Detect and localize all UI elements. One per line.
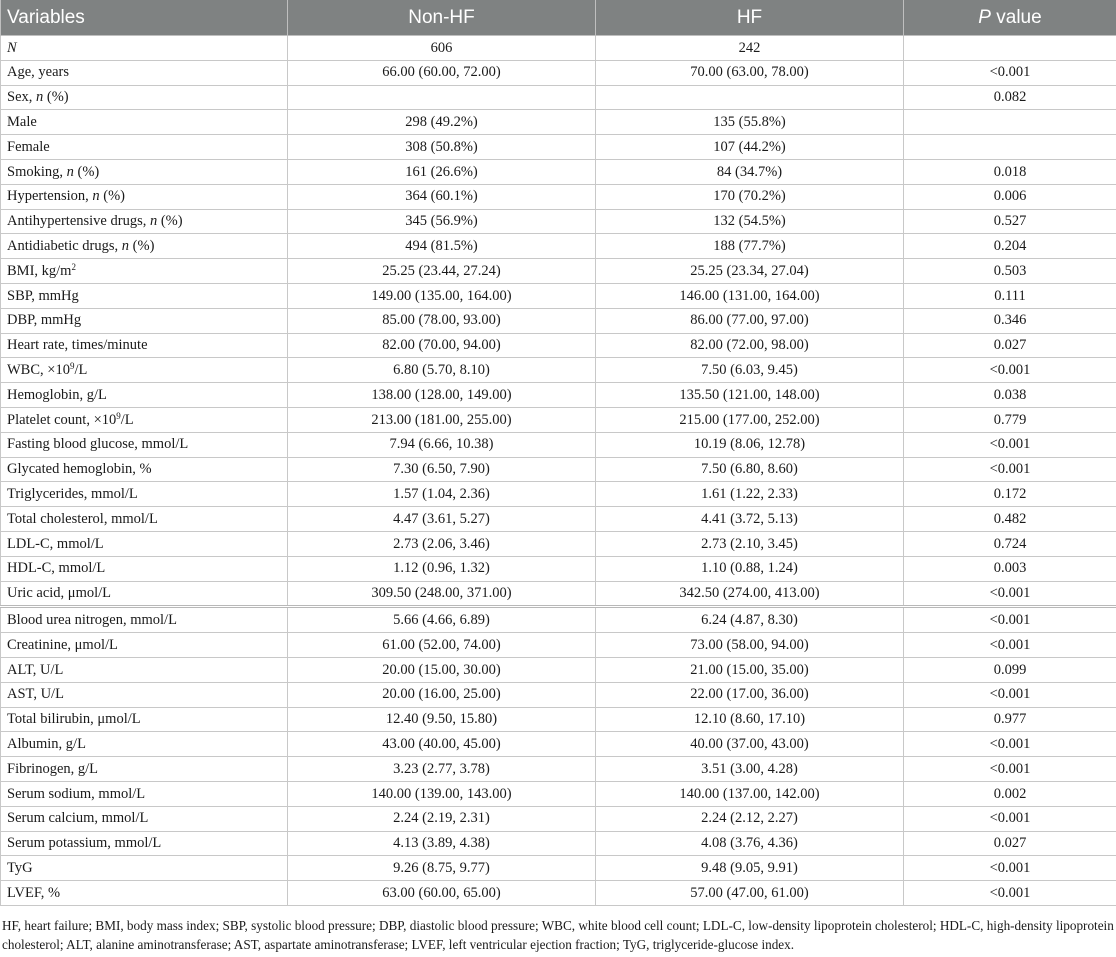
header-variables: Variables: [1, 0, 288, 36]
row-variable-label: [1, 507, 288, 532]
p-value: 0.172: [904, 482, 1116, 507]
p-value: <0.001: [904, 607, 1116, 633]
variable-name: Hemoglobin, g/L: [7, 386, 107, 403]
hf-value: 6.24 (4.87, 8.30): [596, 607, 904, 633]
hf-value: 132 (54.5%): [596, 209, 904, 234]
p-value: 0.204: [904, 234, 1116, 259]
table-row: [1, 383, 1116, 408]
variable-unit-suffix: (%): [43, 89, 69, 106]
variable-unit-suffix: /L: [74, 362, 88, 378]
variable-name: Total bilirubin, μmol/L: [7, 711, 141, 728]
table-row: [1, 457, 1116, 482]
non-hf-value: 149.00 (135.00, 164.00): [288, 283, 596, 308]
table-row: [1, 581, 1116, 607]
non-hf-value: 494 (81.5%): [288, 234, 596, 259]
row-variable-label: [1, 36, 288, 61]
non-hf-value: 345 (56.9%): [288, 209, 596, 234]
hf-value: 10.19 (8.06, 12.78): [596, 432, 904, 457]
non-hf-value: [288, 85, 596, 110]
hf-value: 82.00 (72.00, 98.00): [596, 333, 904, 358]
p-value: <0.001: [904, 358, 1116, 383]
variable-name: AST, U/L: [7, 686, 64, 703]
variable-superscript: 9: [69, 361, 75, 371]
row-variable-label: [1, 283, 288, 308]
variable-name: Blood urea nitrogen, mmol/L: [7, 611, 177, 628]
variable-name: Sex,: [7, 89, 36, 106]
table-row: [1, 657, 1116, 682]
table-footnote: HF, heart failure; BMI, body mass index; SBP, systolic blood pressure; DBP, diastolic blood pressure; WBC, white blood cell count; LDL-C, low-density lipoprotein cholesterol; HDL-C, high-density lipoprotein cholesterol; ALT, alanine aminotransferase; AST, aspartate aminotransferase; LVEF, left ventricular ejection fraction; TyG, triglyceride-glucose index.: [2, 917, 1114, 952]
table-row: [1, 283, 1116, 308]
p-value: <0.001: [904, 457, 1116, 482]
p-value: 0.724: [904, 531, 1116, 556]
p-value: <0.001: [904, 60, 1116, 85]
row-variable-label: [1, 159, 288, 184]
table-row: [1, 60, 1116, 85]
non-hf-value: 12.40 (9.50, 15.80): [288, 707, 596, 732]
hf-value: 146.00 (131.00, 164.00): [596, 283, 904, 308]
row-variable-label: [1, 60, 288, 85]
hf-value: 188 (77.7%): [596, 234, 904, 259]
non-hf-value: 4.47 (3.61, 5.27): [288, 507, 596, 532]
p-value: 0.482: [904, 507, 1116, 532]
row-variable-label: [1, 707, 288, 732]
row-variable-label: [1, 581, 288, 607]
table-row: [1, 707, 1116, 732]
variable-name: Glycated hemoglobin, %: [7, 461, 152, 478]
row-variable-label: [1, 806, 288, 831]
hf-value: 21.00 (15.00, 35.00): [596, 657, 904, 682]
variable-unit-suffix: (%): [73, 163, 100, 180]
variable-name: Heart rate, times/minute: [7, 337, 148, 354]
table-header: [1, 0, 1116, 36]
non-hf-value: 138.00 (128.00, 149.00): [288, 383, 596, 408]
non-hf-value: 63.00 (60.00, 65.00): [288, 881, 596, 906]
non-hf-value: 82.00 (70.00, 94.00): [288, 333, 596, 358]
variable-name: LVEF, %: [7, 884, 61, 901]
hf-value: 7.50 (6.03, 9.45): [596, 358, 904, 383]
variable-unit-suffix: (%): [157, 213, 183, 230]
variable-name: Triglycerides, mmol/L: [7, 485, 138, 502]
p-value: 0.082: [904, 85, 1116, 110]
variable-name: Female: [7, 138, 50, 155]
variable-name: Serum potassium, mmol/L: [7, 835, 162, 852]
non-hf-value: 25.25 (23.44, 27.24): [288, 259, 596, 284]
row-variable-label: [1, 757, 288, 782]
variable-superscript: 9: [116, 410, 121, 421]
non-hf-value: 66.00 (60.00, 72.00): [288, 60, 596, 85]
p-value: 0.527: [904, 209, 1116, 234]
table-row: [1, 556, 1116, 581]
non-hf-value: 213.00 (181.00, 255.00): [288, 407, 596, 432]
non-hf-value: 6.80 (5.70, 8.10): [288, 358, 596, 383]
non-hf-value: 298 (49.2%): [288, 110, 596, 135]
hf-value: 140.00 (137.00, 142.00): [596, 781, 904, 806]
p-value: <0.001: [904, 682, 1116, 707]
row-variable-label: [1, 432, 288, 457]
row-variable-label: [1, 135, 288, 160]
non-hf-value: 1.57 (1.04, 2.36): [288, 482, 596, 507]
row-variable-label: [1, 358, 288, 383]
hf-value: 9.48 (9.05, 9.91): [596, 856, 904, 881]
row-variable-label: [1, 856, 288, 881]
row-variable-label: [1, 831, 288, 856]
hf-value: 135.50 (121.00, 148.00): [596, 383, 904, 408]
row-variable-label: [1, 85, 288, 110]
hf-value: 215.00 (177.00, 252.00): [596, 407, 904, 432]
table-row: [1, 682, 1116, 707]
variable-unit-suffix: (%): [129, 238, 155, 255]
variable-name: WBC, ×10: [7, 362, 70, 378]
p-value: 0.099: [904, 657, 1116, 682]
table-row: [1, 36, 1116, 61]
row-variable-label: [1, 732, 288, 757]
non-hf-value: 20.00 (15.00, 30.00): [288, 657, 596, 682]
p-value: 0.779: [904, 407, 1116, 432]
variable-unit-suffix: (%): [99, 188, 125, 205]
header-row: [1, 0, 1116, 36]
variable-name: Total cholesterol, mmol/L: [7, 510, 158, 527]
hf-value: 342.50 (274.00, 413.00): [596, 581, 904, 607]
table-row: [1, 209, 1116, 234]
hf-value: 2.24 (2.12, 2.27): [596, 806, 904, 831]
variable-name: LDL-C, mmol/L: [7, 535, 104, 552]
header-p-rest: value: [990, 6, 1042, 28]
hf-value: 12.10 (8.60, 17.10): [596, 707, 904, 732]
hf-value: 1.10 (0.88, 1.24): [596, 556, 904, 581]
table-row: [1, 333, 1116, 358]
non-hf-value: 161 (26.6%): [288, 159, 596, 184]
p-value: 0.006: [904, 184, 1116, 209]
variable-unit-suffix: /L: [120, 411, 134, 428]
variable-name: Creatinine, μmol/L: [7, 636, 118, 653]
table-row: [1, 234, 1116, 259]
row-variable-label: [1, 682, 288, 707]
non-hf-value: 5.66 (4.66, 6.89): [288, 607, 596, 633]
row-variable-label: [1, 234, 288, 259]
variable-name: Albumin, g/L: [7, 735, 86, 752]
table-row: [1, 633, 1116, 658]
table-row: [1, 881, 1116, 906]
hf-value: 25.25 (23.34, 27.04): [596, 259, 904, 284]
table-row: [1, 531, 1116, 556]
table-row: [1, 482, 1116, 507]
row-variable-label: [1, 184, 288, 209]
hf-value: 242: [596, 36, 904, 61]
p-value: 0.002: [904, 781, 1116, 806]
row-variable-label: [1, 457, 288, 482]
hf-value: 40.00 (37.00, 43.00): [596, 732, 904, 757]
variable-n-symbol: n: [149, 213, 158, 230]
variable-name: Smoking,: [7, 163, 67, 180]
hf-value: 70.00 (63.00, 78.00): [596, 60, 904, 85]
non-hf-value: 61.00 (52.00, 74.00): [288, 633, 596, 658]
row-variable-label: [1, 110, 288, 135]
p-value: 0.027: [904, 333, 1116, 358]
p-value: <0.001: [904, 757, 1116, 782]
p-value: 0.111: [904, 283, 1116, 308]
p-value: <0.001: [904, 432, 1116, 457]
hf-value: 4.08 (3.76, 4.36): [596, 831, 904, 856]
row-variable-label: [1, 383, 288, 408]
variable-name: SBP, mmHg: [7, 287, 79, 304]
non-hf-value: 43.00 (40.00, 45.00): [288, 732, 596, 757]
row-variable-label: [1, 407, 288, 432]
table-row: [1, 85, 1116, 110]
variable-name: HDL-C, mmol/L: [7, 560, 106, 577]
non-hf-value: 4.13 (3.89, 4.38): [288, 831, 596, 856]
row-variable-label: [1, 209, 288, 234]
p-value: 0.346: [904, 308, 1116, 333]
non-hf-value: 3.23 (2.77, 3.78): [288, 757, 596, 782]
hf-value: 3.51 (3.00, 4.28): [596, 757, 904, 782]
hf-value: 107 (44.2%): [596, 135, 904, 160]
p-value: 0.977: [904, 707, 1116, 732]
p-value: 0.003: [904, 556, 1116, 581]
variable-name: Uric acid, μmol/L: [7, 585, 112, 602]
p-value: 0.503: [904, 259, 1116, 284]
hf-value: 1.61 (1.22, 2.33): [596, 482, 904, 507]
hf-value: 73.00 (58.00, 94.00): [596, 633, 904, 658]
non-hf-value: 308 (50.8%): [288, 135, 596, 160]
row-variable-label: [1, 333, 288, 358]
table-row: [1, 184, 1116, 209]
variable-n-symbol: n: [36, 89, 44, 106]
non-hf-value: 2.24 (2.19, 2.31): [288, 806, 596, 831]
variable-name: Fibrinogen, g/L: [7, 760, 99, 777]
variable-name: Serum sodium, mmol/L: [7, 785, 146, 802]
header-p-italic: P: [978, 6, 991, 28]
table-row: [1, 856, 1116, 881]
p-value: <0.001: [904, 732, 1116, 757]
hf-value: 135 (55.8%): [596, 110, 904, 135]
non-hf-value: 364 (60.1%): [288, 184, 596, 209]
variable-name: Hypertension,: [7, 188, 93, 205]
variable-superscript: 2: [71, 261, 76, 272]
non-hf-value: 7.30 (6.50, 7.90): [288, 457, 596, 482]
non-hf-value: 2.73 (2.06, 3.46): [288, 531, 596, 556]
variable-name: Antidiabetic drugs,: [7, 238, 122, 255]
p-value: 0.038: [904, 383, 1116, 408]
variable-name: Age, years: [7, 64, 70, 81]
non-hf-value: 309.50 (248.00, 371.00): [288, 581, 596, 607]
hf-value: 57.00 (47.00, 61.00): [596, 881, 904, 906]
table-row: [1, 308, 1116, 333]
hf-value: 84 (34.7%): [596, 159, 904, 184]
non-hf-value: 606: [288, 36, 596, 61]
variable-n-symbol: n: [121, 238, 130, 255]
variable-name: Platelet count, ×10: [7, 411, 117, 428]
variable-name: Male: [7, 114, 37, 131]
table-row: [1, 607, 1116, 633]
non-hf-value: 140.00 (139.00, 143.00): [288, 781, 596, 806]
hf-value: 86.00 (77.00, 97.00): [596, 308, 904, 333]
p-value: <0.001: [904, 581, 1116, 607]
non-hf-value: 9.26 (8.75, 9.77): [288, 856, 596, 881]
header-p-value: [904, 0, 1116, 36]
table-row: [1, 781, 1116, 806]
hf-value: 2.73 (2.10, 3.45): [596, 531, 904, 556]
variable-name: TyG: [7, 859, 33, 876]
row-variable-label: [1, 259, 288, 284]
p-value: <0.001: [904, 856, 1116, 881]
hf-value: 170 (70.2%): [596, 184, 904, 209]
row-variable-label: [1, 308, 288, 333]
p-value: [904, 36, 1116, 61]
table-row: [1, 110, 1116, 135]
non-hf-value: 1.12 (0.96, 1.32): [288, 556, 596, 581]
table-row: [1, 732, 1116, 757]
variable-name: Serum calcium, mmol/L: [7, 810, 149, 827]
non-hf-value: 85.00 (78.00, 93.00): [288, 308, 596, 333]
row-variable-label: [1, 781, 288, 806]
hf-value: 22.00 (17.00, 36.00): [596, 682, 904, 707]
variable-name: Antihypertensive drugs,: [7, 213, 150, 230]
variable-name: Fasting blood glucose, mmol/L: [7, 436, 189, 453]
row-variable-label: [1, 633, 288, 658]
table-row: [1, 757, 1116, 782]
table-row: [1, 432, 1116, 457]
hf-value: [596, 85, 904, 110]
p-value: [904, 110, 1116, 135]
p-value: <0.001: [904, 806, 1116, 831]
table-row: [1, 135, 1116, 160]
row-variable-label: [1, 881, 288, 906]
table-row: [1, 358, 1116, 383]
variable-n-symbol: n: [66, 163, 74, 180]
hf-value: 4.41 (3.72, 5.13): [596, 507, 904, 532]
table-row: [1, 259, 1116, 284]
variable-name: BMI, kg/m: [7, 262, 72, 279]
p-value: <0.001: [904, 881, 1116, 906]
table-row: [1, 159, 1116, 184]
row-variable-label: [1, 482, 288, 507]
variable-name: DBP, mmHg: [7, 312, 82, 329]
table-row: [1, 407, 1116, 432]
variable-name: N: [7, 39, 17, 56]
p-value: <0.001: [904, 633, 1116, 658]
table-row: [1, 806, 1116, 831]
non-hf-value: 20.00 (16.00, 25.00): [288, 682, 596, 707]
row-variable-label: [1, 556, 288, 581]
header-hf: HF: [596, 0, 904, 36]
row-variable-label: [1, 531, 288, 556]
table-row: [1, 507, 1116, 532]
row-variable-label: [1, 657, 288, 682]
header-non-hf: Non-HF: [288, 0, 596, 36]
table-row: [1, 831, 1116, 856]
non-hf-value: 7.94 (6.66, 10.38): [288, 432, 596, 457]
p-value: [904, 135, 1116, 160]
variable-name: ALT, U/L: [7, 661, 64, 678]
variable-n-symbol: n: [92, 188, 100, 205]
hf-value: 7.50 (6.80, 8.60): [596, 457, 904, 482]
table-body: [1, 36, 1116, 906]
p-value: 0.027: [904, 831, 1116, 856]
row-variable-label: [1, 607, 288, 633]
p-value: 0.018: [904, 159, 1116, 184]
